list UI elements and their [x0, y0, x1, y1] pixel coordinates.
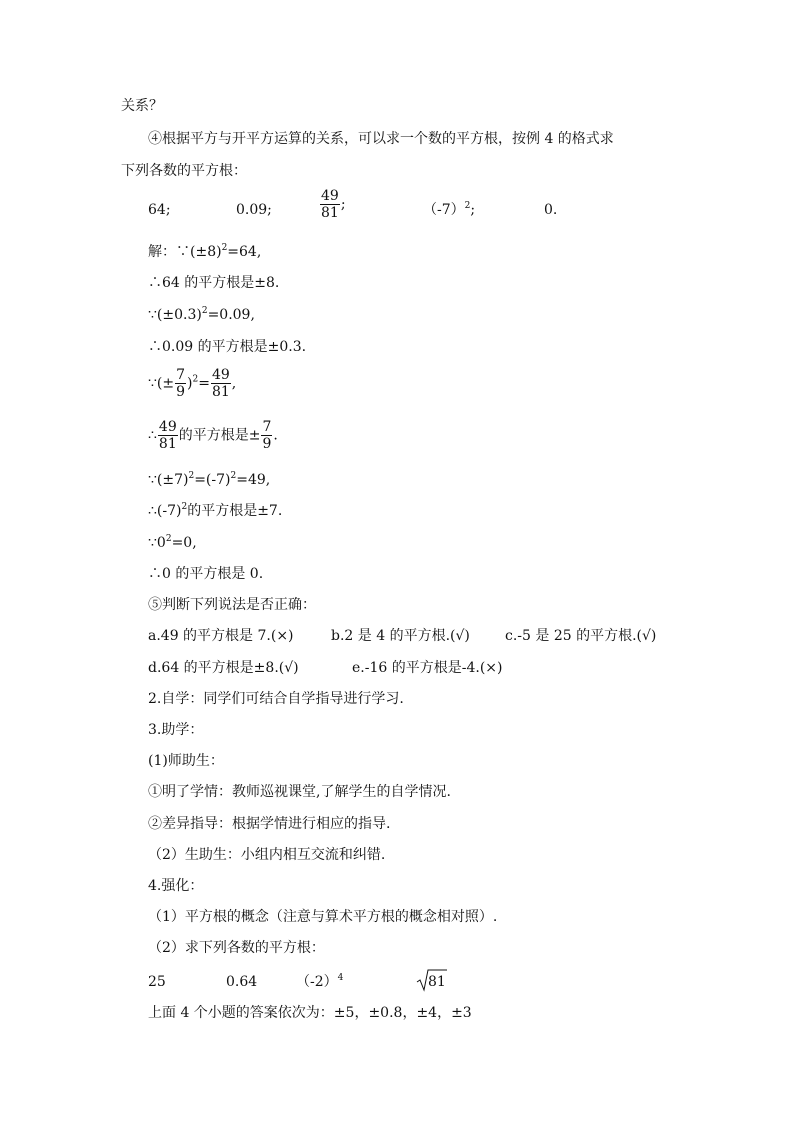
expression: =: [198, 375, 210, 392]
exponent: 4: [337, 973, 344, 983]
judge-item-b: b.2 是 4 的平方根.(√): [331, 628, 470, 644]
number-item-0: 0.: [544, 202, 558, 218]
judge-item-a: a.49 的平方根是 7.(×): [148, 628, 294, 644]
text-line-instruction-cont: 下列各数的平方根：: [121, 163, 247, 179]
solution-line-5: [148, 367, 236, 400]
judge-item-c: c.-5 是 25 的平方根.(√): [505, 628, 657, 644]
number-item-64: 64;: [148, 202, 171, 218]
paragraph-teacher-helps: (1)师助生：: [148, 753, 224, 769]
separator: ;: [470, 202, 476, 218]
exercise-item-sqrt81-radicand: 81: [428, 974, 446, 990]
exponent: 2: [188, 471, 195, 481]
expression: =(-7): [194, 472, 231, 488]
exponent: 2: [201, 306, 208, 316]
judge-item-e: e.-16 的平方根是-4.(×): [352, 660, 503, 676]
fraction-denominator: 9: [262, 436, 272, 452]
expression: =0,: [171, 535, 197, 551]
paragraph-reinforce: 4.强化：: [148, 878, 204, 894]
solution-line-2: ∴64 的平方根是±8.: [148, 275, 280, 291]
expression: ∴(-7): [148, 503, 182, 519]
solution-line-8: [148, 502, 282, 520]
expression: ): [187, 375, 193, 392]
fraction-numerator: 49: [158, 419, 177, 435]
solution-line-3: [148, 306, 255, 324]
number-item-0-09: 0.09;: [236, 202, 272, 218]
fraction-7-9: [175, 367, 186, 400]
exponent: 2: [192, 374, 199, 385]
paragraph-answers: 上面 4 个小题的答案依次为：±5，±0.8，±4，±3: [148, 1005, 472, 1021]
expression: ∵(±0.3): [148, 307, 202, 323]
paragraph-know-situation: ①明了学情：教师巡视课堂,了解学生的自学情况.: [148, 784, 451, 800]
fraction-49-81: [320, 188, 340, 221]
number-item-neg7-squared: [423, 201, 475, 219]
exercise-item-25: 25: [148, 974, 166, 990]
paragraph-concept: （1）平方根的概念（注意与算术平方根的概念相对照）.: [148, 909, 498, 925]
exponent: 2: [181, 502, 188, 512]
expression: ∵(±7): [148, 472, 189, 488]
solution-line-6: [148, 419, 278, 452]
fraction-denominator: 81: [321, 205, 339, 221]
expression: .: [273, 427, 278, 444]
fraction-denominator: 9: [176, 384, 186, 400]
separator: ;: [340, 196, 346, 213]
exponent: 2: [230, 471, 237, 481]
fraction-49-81: [158, 419, 178, 452]
solution-line-4: ∴0.09 的平方根是±0.3.: [148, 339, 307, 355]
fraction-denominator: 81: [158, 436, 177, 452]
expression: ,: [231, 375, 237, 392]
text-line-continued-question: 关系？: [121, 98, 163, 114]
fraction-numerator: 7: [176, 367, 186, 383]
expression: 的平方根是±7.: [187, 503, 283, 519]
fraction-7-9: [261, 419, 272, 452]
paragraph-exercise: （2）求下列各数的平方根：: [148, 940, 325, 956]
base: （-7）: [423, 202, 465, 218]
expression: =64,: [227, 244, 262, 260]
paragraph-student-helps: （2）生助生：小组内相互交流和纠错.: [148, 847, 386, 863]
expression: =0.09,: [207, 307, 255, 323]
judge-item-d: d.64 的平方根是±8.(√): [148, 660, 299, 676]
text-line-instruction: ④根据平方与开平方运算的关系，可以求一个数的平方根，按例 4 的格式求: [148, 131, 614, 147]
expression: ∵(±: [148, 375, 175, 392]
fraction-49-81: [211, 367, 231, 400]
paragraph-self-study: 2.自学：同学们可结合自学指导进行学习.: [148, 691, 404, 707]
solution-line-1: [148, 243, 261, 261]
expression: ∵0: [148, 535, 166, 551]
paragraph-help-study: 3.助学：: [148, 722, 204, 738]
exponent: 2: [464, 201, 471, 211]
fraction-numerator: 7: [262, 419, 272, 435]
fraction-denominator: 81: [211, 384, 230, 400]
judge-heading: ⑤判断下列说法是否正确：: [148, 597, 316, 613]
fraction-numerator: 49: [211, 367, 230, 383]
expression: 的平方根是±: [178, 427, 261, 444]
solution-line-7: [148, 471, 270, 489]
exponent: 2: [221, 243, 228, 253]
solution-line-9: [148, 534, 197, 552]
exponent: 2: [165, 534, 172, 544]
exercise-item-0-64: 0.64: [226, 974, 258, 990]
expression: 解：∵(±8): [148, 244, 222, 260]
expression: ∴: [148, 427, 157, 444]
base: （-2）: [296, 974, 338, 990]
number-item-fraction: [319, 188, 346, 221]
fraction-numerator: 49: [321, 188, 339, 204]
solution-line-10: ∴0 的平方根是 0.: [148, 566, 264, 582]
exercise-item-neg2-pow4: [296, 973, 343, 991]
expression: =49,: [236, 472, 271, 488]
paragraph-differentiated-guidance: ②差异指导：根据学情进行相应的指导.: [148, 816, 391, 832]
